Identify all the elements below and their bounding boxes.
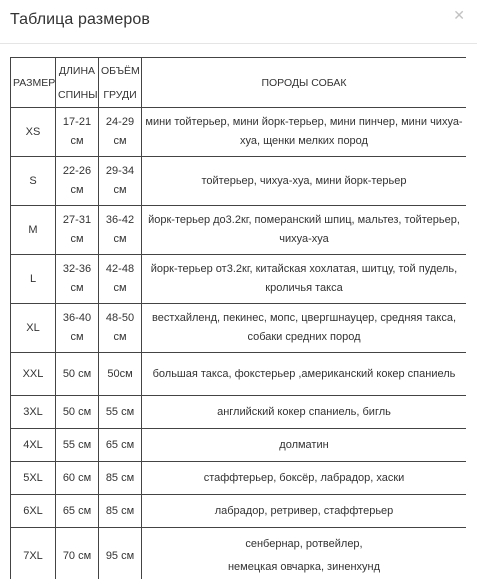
breeds-cell: лабрадор, ретривер, стаффтерьер	[142, 495, 467, 528]
size-cell: XL	[11, 304, 56, 353]
chest-cell: 42-48 см	[99, 255, 142, 304]
length-cell: 32-36 см	[56, 255, 99, 304]
length-cell: 55 см	[56, 429, 99, 462]
breeds-cell: большая такса, фокстерьер ,американский кокер спаниель	[142, 353, 467, 396]
size-cell: XS	[11, 108, 56, 157]
table-row	[11, 462, 467, 495]
breeds-cell: стаффтерьер, боксёр, лабрадор, хаски	[142, 462, 467, 495]
length-cell: 22-26 см	[56, 157, 99, 206]
chest-cell: 55 см	[99, 396, 142, 429]
length-cell: 70 см	[56, 528, 99, 579]
chest-cell: 50см	[99, 353, 142, 396]
size-table-container[interactable]	[10, 57, 466, 579]
chest-cell: 48-50 см	[99, 304, 142, 353]
chest-cell: 29-34 см	[99, 157, 142, 206]
length-cell: 50 см	[56, 396, 99, 429]
table-row	[11, 206, 467, 255]
chest-cell: 95 см	[99, 528, 142, 579]
table-row	[11, 304, 467, 353]
table-row	[11, 353, 467, 396]
table-row	[11, 429, 467, 462]
modal-header	[0, 0, 477, 44]
size-table	[10, 57, 466, 579]
length-cell: 17-21 см	[56, 108, 99, 157]
header-breeds: ПОРОДЫ СОБАК	[142, 58, 467, 108]
length-cell: 60 см	[56, 462, 99, 495]
size-cell: 6XL	[11, 495, 56, 528]
table-row	[11, 255, 467, 304]
size-cell: 7XL	[11, 528, 56, 579]
chest-cell: 85 см	[99, 495, 142, 528]
breeds-cell: йорк-терьер от3.2кг, китайская хохлатая, шитцу, той пудель, кроличья такса	[142, 255, 467, 304]
table-row	[11, 495, 467, 528]
chest-cell: 65 см	[99, 429, 142, 462]
header-back-length: ДЛИНА СПИНЫ	[56, 58, 99, 108]
table-row	[11, 396, 467, 429]
size-cell: 4XL	[11, 429, 56, 462]
length-cell: 65 см	[56, 495, 99, 528]
size-cell: S	[11, 157, 56, 206]
chest-cell: 36-42 см	[99, 206, 142, 255]
size-cell: 3XL	[11, 396, 56, 429]
chest-cell: 24-29 см	[99, 108, 142, 157]
size-cell: 5XL	[11, 462, 56, 495]
header-chest-girth: ОБЪЁМ ГРУДИ	[99, 58, 142, 108]
breeds-cell: вестхайленд, пекинес, мопс, цвергшнауцер, средняя такса, собаки средних пород	[142, 304, 467, 353]
breeds-cell: английский кокер спаниель, бигль	[142, 396, 467, 429]
size-cell: XXL	[11, 353, 56, 396]
breeds-cell: йорк-терьер до3.2кг, померанский шпиц, мальтез, тойтерьер, чихуа-хуа	[142, 206, 467, 255]
header-size: РАЗМЕР	[11, 58, 56, 108]
breeds-cell: мини тойтерьер, мини йорк-терьер, мини пинчер, мини чихуа-хуа, щенки мелких пород	[142, 108, 467, 157]
table-header-row	[11, 58, 467, 108]
close-icon[interactable]: ✕	[453, 8, 465, 24]
length-cell: 50 см	[56, 353, 99, 396]
breeds-cell: сенбернар, ротвейлер, немецкая овчарка, зиненхунд	[142, 528, 467, 579]
size-cell: M	[11, 206, 56, 255]
table-row	[11, 108, 467, 157]
table-row	[11, 528, 467, 579]
chest-cell: 85 см	[99, 462, 142, 495]
breeds-cell: тойтерьер, чихуа-хуа, мини йорк-терьер	[142, 157, 467, 206]
length-cell: 36-40 см	[56, 304, 99, 353]
length-cell: 27-31 см	[56, 206, 99, 255]
size-cell: L	[11, 255, 56, 304]
breeds-cell: долматин	[142, 429, 467, 462]
table-row	[11, 157, 467, 206]
modal-title: Таблица размеров	[10, 11, 150, 28]
